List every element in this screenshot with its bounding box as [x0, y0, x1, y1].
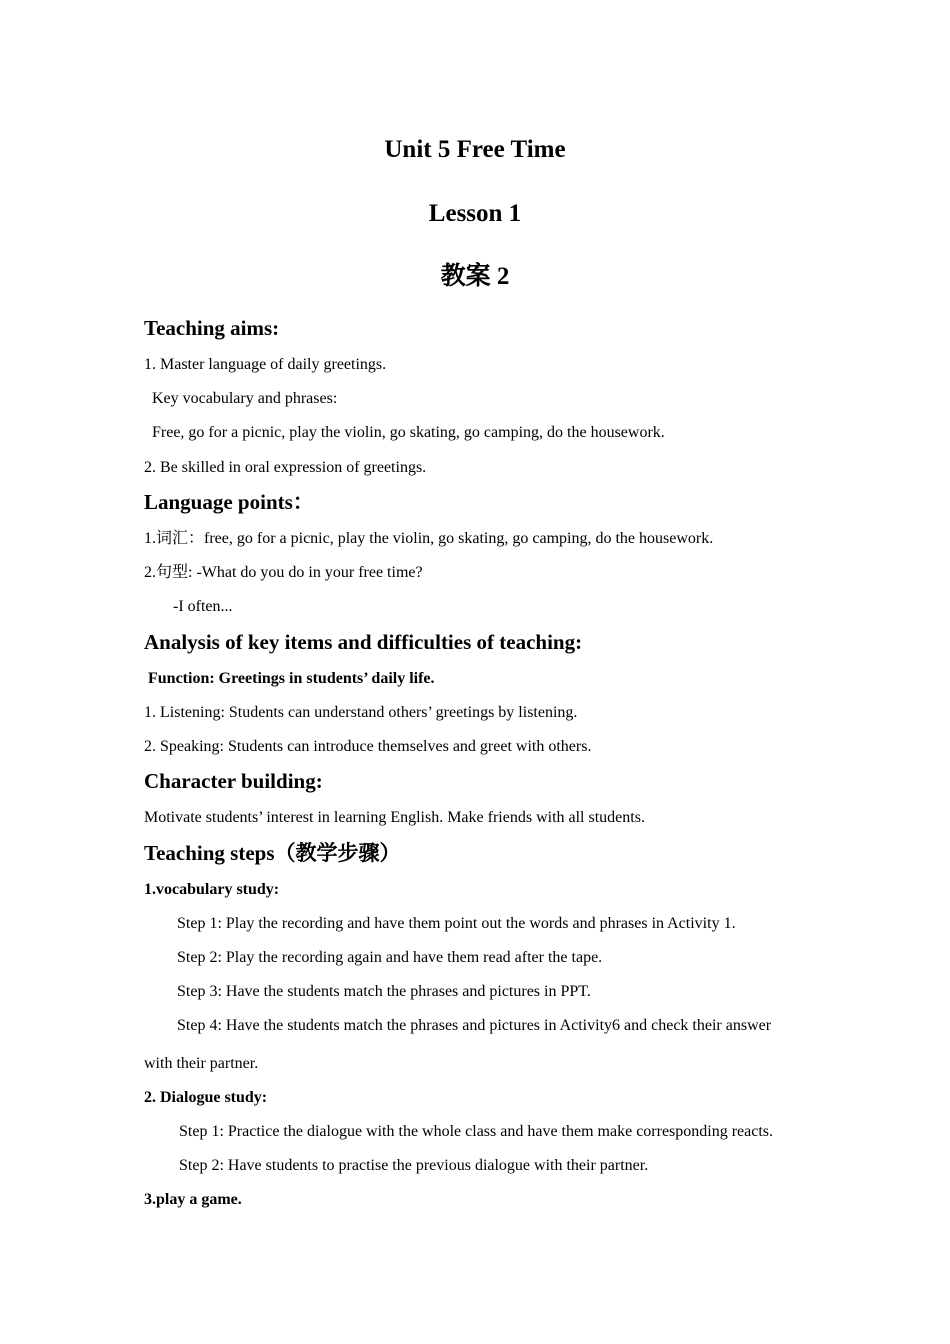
vocabulary-step: Step 2: Play the recording again and have them read after the tape. [177, 949, 603, 966]
unit-title: Unit 5 Free Time [384, 136, 566, 163]
play-game-title: 3.play a game. [144, 1191, 242, 1208]
analysis-line: 1. Listening: Students can understand others’ greetings by listening. [144, 704, 578, 721]
dialogue-step: Step 1: Practice the dialogue with the whole class and have them make corresponding reacts. [179, 1123, 774, 1140]
teaching-aims-heading: Teaching aims: [144, 316, 280, 340]
dialogue-step: Step 2: Have students to practise the previous dialogue with their partner. [179, 1157, 649, 1174]
vocabulary-study-title: 1.vocabulary study: [144, 881, 280, 898]
vocabulary-step: Step 3: Have the students match the phrases and pictures in PPT. [177, 983, 591, 1000]
analysis-line: 2. Speaking: Students can introduce themselves and greet with others. [144, 738, 592, 755]
analysis-heading: Analysis of key items and difficulties of teaching: [144, 630, 583, 654]
vocabulary-step: Step 1: Play the recording and have them point out the words and phrases in Activity 1. [177, 915, 736, 932]
analysis-function: Function: Greetings in students’ daily life. [148, 670, 435, 687]
teaching-steps-heading: Teaching steps（教学步骤） [144, 841, 401, 865]
language-points-heading: Language points： [144, 490, 314, 514]
language-points-line: -I often... [173, 598, 233, 615]
teaching-aims-line: 2. Be skilled in oral expression of greetings. [144, 459, 427, 476]
lesson-plan-title: 教案 2 [440, 263, 510, 290]
teaching-aims-line: 1. Master language of daily greetings. [144, 356, 387, 373]
dialogue-study-title: 2. Dialogue study: [144, 1089, 268, 1106]
character-building-heading: Character building: [144, 769, 323, 793]
teaching-aims-line: Free, go for a picnic, play the violin, go skating, go camping, do the housework. [152, 424, 665, 441]
lesson-title: Lesson 1 [428, 200, 522, 227]
vocabulary-step-continued: with their partner. [144, 1055, 259, 1072]
language-points-line: 2.句型: -What do you do in your free time? [144, 564, 423, 581]
teaching-aims-line: Key vocabulary and phrases: [152, 390, 338, 407]
vocabulary-step: Step 4: Have the students match the phrases and pictures in Activity6 and check their answer [177, 1017, 772, 1034]
language-points-line: 1.词汇：free, go for a picnic, play the violin, go skating, go camping, do the housework. [144, 530, 714, 547]
character-building-line: Motivate students’ interest in learning English. Make friends with all students. [144, 809, 645, 826]
